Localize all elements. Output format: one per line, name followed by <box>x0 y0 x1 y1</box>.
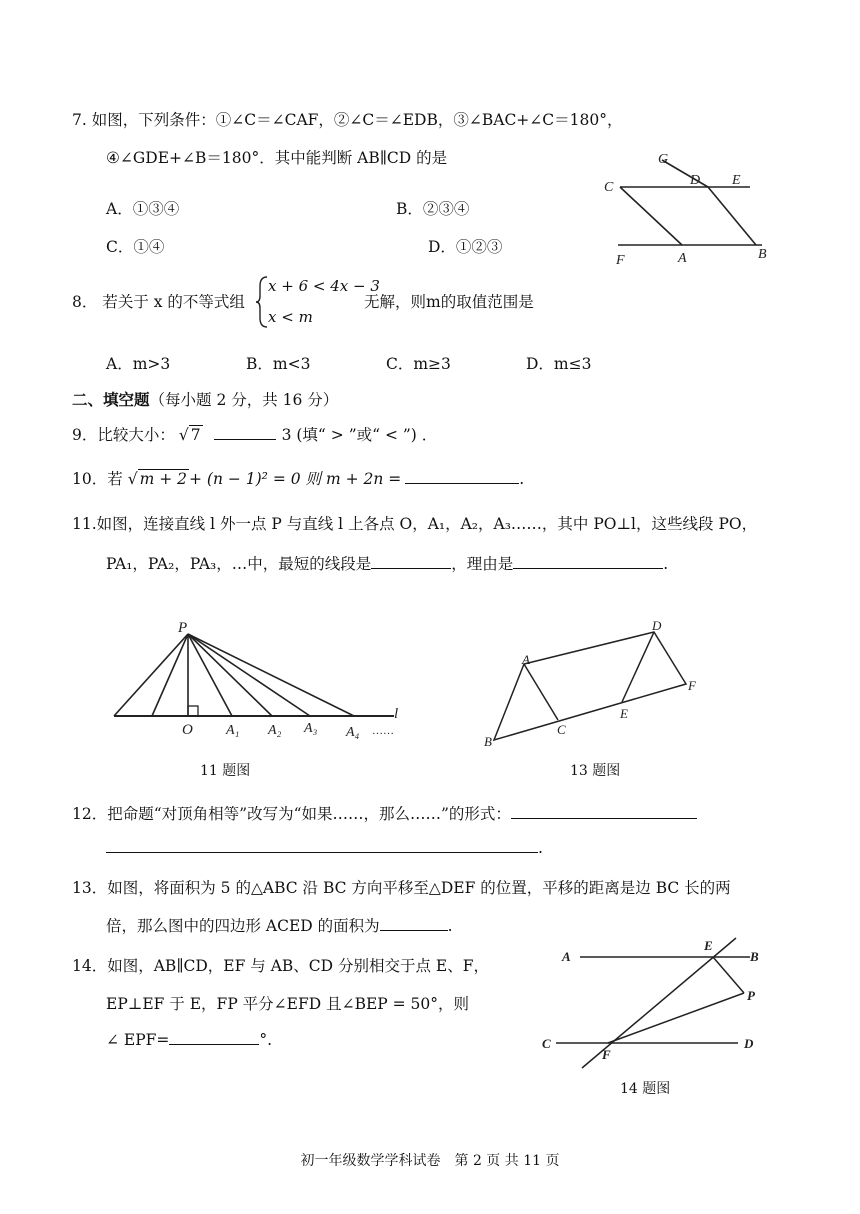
q11-text-1: 如图，连接直线 l 外一点 P 与直线 l 上各点 O，A₁，A₂，A₃……，其中 PO⊥l，这些线段 PO， <box>96 515 758 533</box>
segment-p-left <box>114 634 188 716</box>
q9-answer-blank[interactable] <box>214 425 276 440</box>
fig11-label-a2: A₂ <box>268 723 282 738</box>
q12-answer-blank-2[interactable] <box>106 838 538 853</box>
fig13-label-e: E <box>620 706 628 721</box>
q7-condition-4: ④∠GDE+∠B＝180°． <box>106 149 275 167</box>
fig14-label-e: E <box>704 938 713 953</box>
section2-note: （每小题 2 分，共 16 分） <box>149 391 339 409</box>
q9-radicand: 7 <box>190 426 201 444</box>
q9-line <box>72 423 437 445</box>
q9-tail: 3 (填“ > ”或“ < ”) ． <box>281 426 438 444</box>
q8-option-c[interactable]: C．m≥3 <box>386 355 451 373</box>
q11-answer-blank-1[interactable] <box>371 554 451 569</box>
q14-text-3: ∠ EPF= <box>106 1031 170 1049</box>
section2-title: 二、填空题 <box>72 391 150 409</box>
q7-condition-1: ①∠C＝∠CAF， <box>215 111 334 129</box>
right-angle-mark <box>188 706 198 716</box>
q10-line <box>72 467 524 489</box>
q13-text-1: 如图，将面积为 5 的△ABC 沿 BC 方向平移至△DEF 的位置，平移的距离是边 BC 长的两 <box>107 879 731 897</box>
segment-pa1 <box>188 634 232 716</box>
q14-line1 <box>72 954 489 976</box>
q12-end: . <box>538 839 543 857</box>
q8-tail: 无解，则m的取值范围是 <box>364 293 534 311</box>
fig14-label-c: C <box>542 1036 551 1051</box>
q7-label-b: B <box>758 247 767 262</box>
q13-number: 13． <box>72 879 108 897</box>
page-footer: 初一年级数学学科试卷 第 2 页 共 11 页 <box>300 1153 560 1169</box>
q8-option-d[interactable]: D．m≤3 <box>526 355 592 373</box>
section2-heading <box>72 388 338 410</box>
q12-line2 <box>106 838 543 857</box>
q13-line1 <box>72 876 731 898</box>
fig14-label-p: P <box>747 988 755 1003</box>
fig11-label-p: P <box>178 620 188 636</box>
q7-figure <box>600 148 780 268</box>
q13-line2 <box>106 914 453 936</box>
q11-end: . <box>663 555 669 573</box>
segment-pa3 <box>188 634 310 716</box>
q7-label-c: C <box>604 180 614 195</box>
figure-13-caption: 13 题图 <box>570 763 621 779</box>
q12-answer-blank-1[interactable] <box>511 804 697 819</box>
segment-pa4 <box>188 634 354 716</box>
q11-line2 <box>106 552 668 574</box>
q12-text: 把命题“对顶角相等”改写为“如果……，那么……”的形式： <box>107 805 511 823</box>
q10-radicand: m + 2 <box>139 470 187 488</box>
fig13-label-d: D <box>652 618 662 633</box>
fig13-label-f: F <box>688 678 696 693</box>
segment-fp <box>608 993 744 1043</box>
q8-number: 8． <box>72 293 98 311</box>
q7-lead: 如图，下列条件： <box>91 111 216 129</box>
segment-de <box>622 632 654 702</box>
q7-label-d: D <box>690 173 701 188</box>
figure-11 <box>110 618 410 748</box>
fig14-label-f: F <box>602 1047 611 1062</box>
q7-condition-2: ②∠C＝∠EDB， <box>333 111 454 129</box>
fig14-label-b: B <box>750 949 759 964</box>
q7-label-g: G <box>658 152 669 167</box>
fig11-label-o: O <box>182 722 193 738</box>
fig13-label-c: C <box>557 722 566 737</box>
fig11-label-l: l <box>394 706 399 722</box>
fig14-label-a: A <box>562 949 571 964</box>
fig11-label-a4: A₄ <box>346 725 360 740</box>
q12-number: 12． <box>72 805 108 823</box>
segment-ac <box>524 664 558 720</box>
q7-option-b[interactable]: B．②③④ <box>396 200 470 218</box>
figure-13 <box>480 618 710 754</box>
fig13-label-a: A <box>522 652 530 667</box>
q11-number: 11. <box>72 515 97 533</box>
q7-line1 <box>72 108 622 130</box>
line-db <box>708 187 756 245</box>
q7-line2 <box>106 146 447 168</box>
q7-option-d[interactable]: D．①②③ <box>428 238 503 256</box>
segment-ep <box>713 957 744 993</box>
fig11-ellipsis: …… <box>372 725 394 737</box>
line-ca <box>620 187 682 245</box>
q14-number: 14． <box>72 957 108 975</box>
q8-lead: 若关于 x 的不等式组 <box>102 293 245 311</box>
q13-end: . <box>447 917 453 935</box>
q8-inequality-2: x < m <box>268 308 313 326</box>
segment-pa2 <box>188 634 272 716</box>
q11-line1 <box>72 512 757 534</box>
q9-lead: 比较大小： <box>97 426 175 444</box>
q9-number: 9． <box>72 426 98 444</box>
fig13-label-b: B <box>484 734 492 749</box>
q10-sqrt: √ m + 2 <box>127 470 187 488</box>
fig14-label-d: D <box>744 1036 754 1051</box>
q10-end: . <box>519 470 525 488</box>
q8-line <box>72 290 245 312</box>
q10-number: 10． <box>72 470 108 488</box>
q8-option-a[interactable]: A．m>3 <box>106 355 171 373</box>
fig11-label-a3: A₃ <box>304 721 318 736</box>
q10-lead: 若 <box>107 470 123 488</box>
figure-11-caption: 11 题图 <box>200 763 251 779</box>
q7-option-a[interactable]: A．①③④ <box>106 200 180 218</box>
q7-label-f: F <box>616 253 625 268</box>
q11-answer-blank-2[interactable] <box>513 554 663 569</box>
figure-14-caption: 14 题图 <box>620 1081 671 1097</box>
q14-text-1: 如图，AB∥CD，EF 与 AB、CD 分别相交于点 E、F， <box>107 957 489 975</box>
segment-p-left2 <box>152 634 188 716</box>
quadrilateral-bdfa <box>494 632 686 740</box>
fig11-label-a1: A₁ <box>226 723 240 738</box>
q11-text-2a: PA₁，PA₂，PA₃，…中，最短的线段是 <box>106 555 372 573</box>
q14-end: °. <box>259 1031 273 1049</box>
q14-text-2: EP⊥EF 于 E，FP 平分∠EFD 且∠BEP = 50°，则 <box>106 995 470 1013</box>
q7-label-e: E <box>732 173 741 188</box>
q8-option-b[interactable]: B．m<3 <box>246 355 311 373</box>
line-gd <box>662 160 708 187</box>
q9-sqrt: √ 7 <box>178 426 201 444</box>
q13-answer-blank[interactable] <box>380 916 448 931</box>
q7-label-a: A <box>678 251 687 266</box>
q7-condition-3: ③∠BAC+∠C＝180°， <box>453 111 623 129</box>
figure-14 <box>540 930 780 1076</box>
q7-number: 7. <box>72 111 87 129</box>
q12-line1 <box>72 802 697 824</box>
q14-line3 <box>106 1030 272 1049</box>
q11-text-2b: ，理由是 <box>451 555 514 573</box>
q7-option-c[interactable]: C．①④ <box>106 238 165 256</box>
q8-inequality-1: x + 6 < 4x − 3 <box>268 277 380 295</box>
q13-text-2: 倍，那么图中的四边形 ACED 的面积为 <box>106 917 380 935</box>
q10-answer-blank[interactable] <box>405 469 519 484</box>
q14-answer-blank[interactable] <box>169 1030 259 1045</box>
q10-expression: + (n − 1)² = 0 则 m + 2n = <box>188 470 402 488</box>
q7-question: 其中能判断 AB∥CD 的是 <box>274 149 448 167</box>
